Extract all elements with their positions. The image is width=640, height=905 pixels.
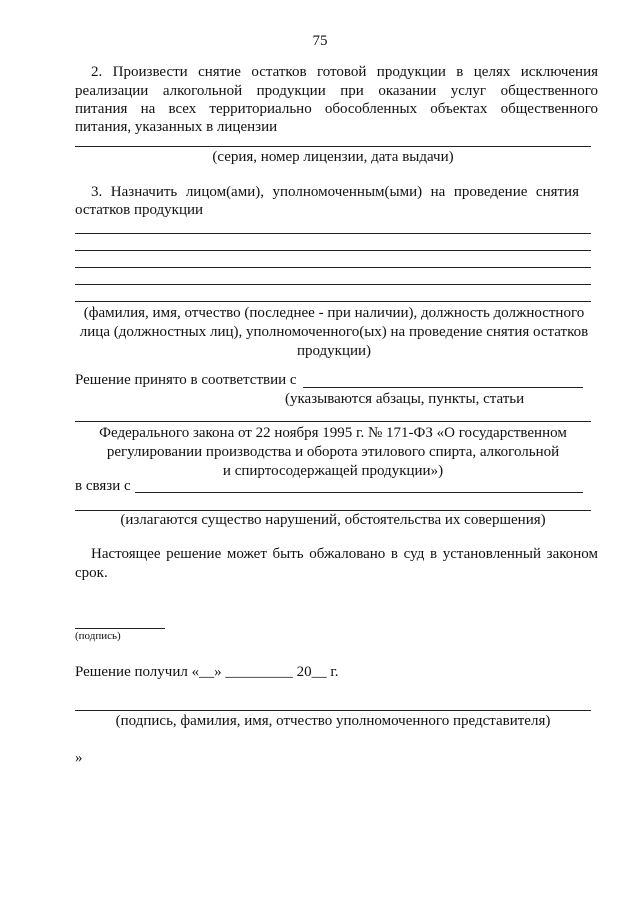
reason-blank-2[interactable]: [75, 510, 591, 511]
reason-blank-1[interactable]: [135, 492, 583, 493]
item2-line2: реализации алкогольной продукции при оказании услуг общественного: [75, 83, 598, 99]
page-number: 75: [312, 33, 328, 49]
item2-continuation: [75, 82, 598, 136]
appeal-line1-wrap: [91, 546, 598, 563]
decision-basis-label: Решение принято в соответствии с: [75, 372, 297, 388]
license-caption: (серия, номер лицензии, дата выдачи): [212, 149, 454, 165]
persons-caption-line2: лица (должностных лиц), уполномоченного(ых) на проведение снятия остатков: [79, 324, 589, 340]
appeal-line1: Настоящее решение может быть обжаловано в суд в установленный законом: [91, 546, 598, 562]
signature-caption: (подпись): [75, 630, 121, 642]
item3-line2: остатков продукции: [75, 202, 204, 218]
license-blank-line[interactable]: [75, 146, 591, 147]
received-line: Решение получил «__» _________ 20__ г.: [75, 664, 339, 680]
representative-caption: (подпись, фамилия, имя, отчество уполномоченного представителя): [115, 713, 551, 729]
item3-line1-wrap: [91, 184, 579, 201]
law-blank-line[interactable]: [75, 421, 591, 422]
decision-basis-caption: (указываются абзацы, пункты, статьи: [285, 391, 525, 407]
item2-line4: питания, указанных в лицензии: [75, 119, 278, 135]
persons-caption-line3: продукции): [296, 343, 372, 359]
decision-basis-blank[interactable]: [303, 387, 583, 388]
persons-caption-line1: (фамилия, имя, отчество (последнее - при наличии), должность должностного: [83, 305, 585, 321]
persons-blank-line-2[interactable]: [75, 250, 591, 251]
reason-label: в связи с: [75, 478, 131, 494]
law-text: [75, 424, 591, 481]
item2-paragraph: [91, 64, 598, 81]
persons-blank-line-1[interactable]: [75, 233, 591, 234]
item2-line1: 2. Произвести снятие остатков готовой продукции в целях исключения: [91, 64, 598, 80]
law-line1: Федерального закона от 22 ноября 1995 г. № 171-ФЗ «О государственном: [99, 425, 567, 441]
representative-blank[interactable]: [75, 710, 591, 711]
appeal-line2: срок.: [75, 565, 108, 581]
persons-blank-line-3[interactable]: [75, 267, 591, 268]
law-line2: регулировании производства и оборота этилового спирта, алкогольной: [106, 444, 560, 460]
persons-caption: [64, 304, 604, 361]
reason-caption: (излагаются существо нарушений, обстоятельства их совершения): [120, 512, 546, 528]
law-line3: и спиртосодержащей продукции»): [222, 463, 444, 479]
closing-quote: »: [75, 750, 83, 766]
persons-blank-line-4[interactable]: [75, 284, 591, 285]
signature-blank[interactable]: [75, 628, 165, 629]
persons-blank-line-5[interactable]: [75, 301, 591, 302]
item3-line1: 3. Назначить лицом(ами), уполномоченным(ыми) на проведение снятия: [91, 184, 579, 200]
item2-line3: питания на всех территориально обособленных объектах общественного: [75, 101, 598, 117]
